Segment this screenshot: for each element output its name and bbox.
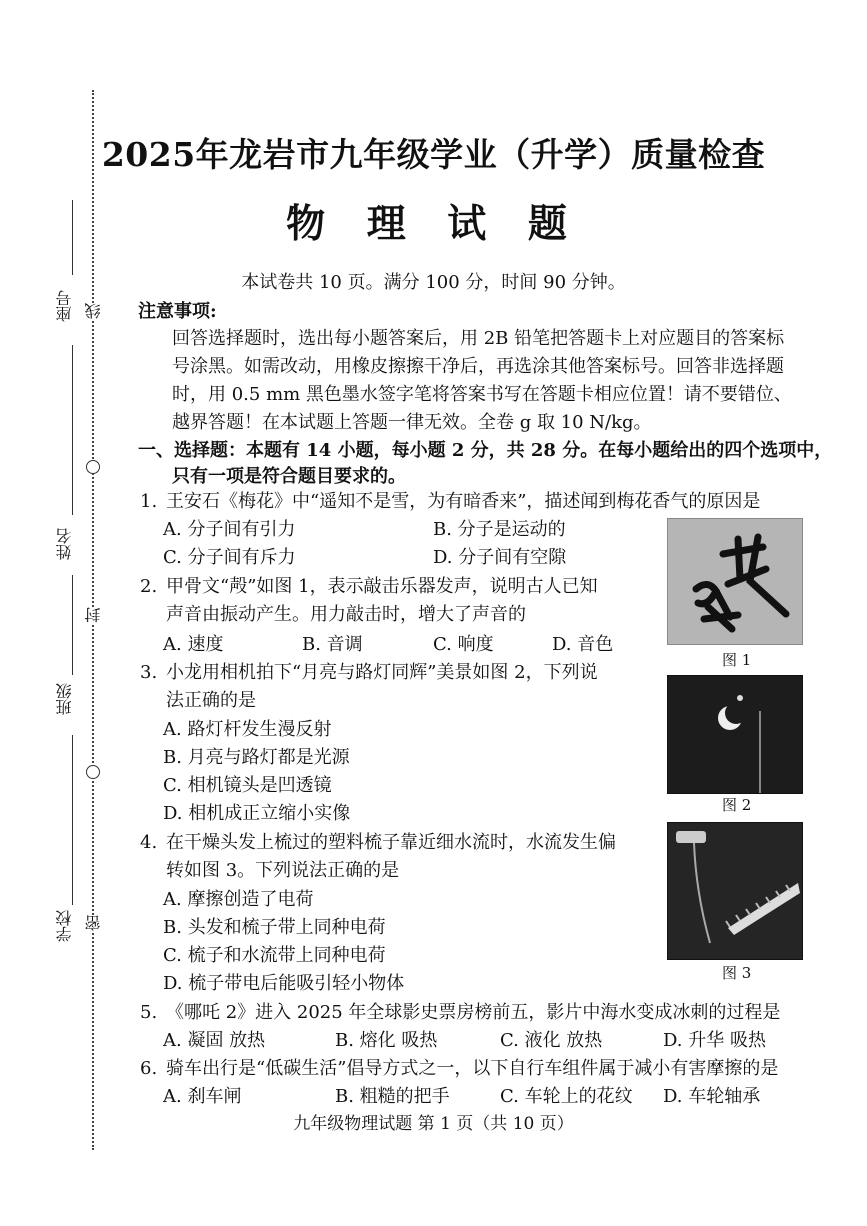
option-c: C. 梳子和水流带上同种电荷 (163, 945, 386, 966)
question-stem: 王安石《梅花》中“遥知不是雪，为有暗香来”，描述闻到梅花香气的原因是 (166, 491, 761, 512)
option-d: D. 梳子带电后能吸引轻小物体 (163, 973, 405, 994)
figure-2-moon-streetlight-photo (667, 675, 803, 794)
question-number: 6. (140, 1058, 158, 1079)
option-b: B. 粗糙的把手 (335, 1086, 450, 1107)
figure-3-caption: 图 3 (722, 964, 752, 982)
option-c: C. 液化 放热 (500, 1030, 603, 1051)
option-c: C. 响度 (433, 634, 494, 655)
figure-3-comb-water-photo (667, 822, 803, 960)
option-a: A. 凝固 放热 (163, 1030, 266, 1051)
name-label: 姓名 (55, 528, 74, 560)
question-number: 3. (140, 662, 158, 683)
oracle-character-icon (668, 519, 802, 644)
page-title: 2025年龙岩市九年级学业（升学）质量检查 (101, 135, 766, 174)
figure-1-oracle-bone-image (667, 518, 803, 645)
option-a: A. 路灯杆发生漫反射 (163, 719, 332, 740)
option-c: C. 车轮上的花纹 (500, 1086, 633, 1107)
question-number: 2. (140, 576, 158, 597)
question-number: 4. (140, 832, 158, 853)
binding-mark-line: 线 (84, 303, 103, 319)
notice-heading: 注意事项: (138, 301, 217, 322)
option-b: B. 音调 (302, 634, 363, 655)
option-a: A. 速度 (163, 634, 224, 655)
option-d: D. 音色 (552, 634, 614, 655)
option-a: A. 摩擦创造了电荷 (163, 889, 314, 910)
binding-mark-secret: 密 (84, 915, 103, 931)
class-line (72, 575, 73, 675)
option-b: B. 分子是运动的 (433, 519, 566, 540)
name-line (72, 345, 73, 515)
binding-mark-seal: 封 (84, 607, 103, 623)
notice-line: 时，用 0.5 mm 黑色墨水签字笔将答案书写在答题卡相应位置！请不要错位、 (172, 384, 792, 405)
question-stem: 甲骨文“殸”如图 1，表示敲击乐器发声，说明古人已知 (166, 576, 598, 597)
notice-line: 回答选择题时，选出每小题答案后，用 2B 铅笔把答题卡上对应题目的答案标 (172, 328, 785, 349)
figure-1-caption: 图 1 (722, 651, 752, 669)
question-stem: 法正确的是 (166, 690, 256, 711)
exam-info: 本试卷共 10 页。满分 100 分，时间 90 分钟。 (241, 272, 626, 293)
page-footer: 九年级物理试题 第 1 页（共 10 页） (293, 1114, 574, 1134)
question-stem: 骑车出行是“低碳生活”倡导方式之一，以下自行车组件属于减小有害摩擦的是 (166, 1058, 779, 1079)
binding-hole (86, 765, 100, 779)
option-d: D. 分子间有空隙 (433, 547, 567, 568)
option-c: C. 分子间有斥力 (163, 547, 296, 568)
class-label: 班级 (55, 683, 74, 715)
question-stem: 小龙用相机拍下“月亮与路灯同辉”美景如图 2，下列说 (166, 662, 598, 683)
notice-line: 越界答题！在本试题上答题一律无效。全卷 g 取 10 N/kg。 (172, 412, 652, 433)
option-a: A. 刹车闸 (163, 1086, 242, 1107)
moon-icon (668, 676, 802, 793)
option-d: D. 相机成正立缩小实像 (163, 803, 351, 824)
option-d: D. 升华 吸热 (663, 1030, 766, 1051)
option-b: B. 熔化 吸热 (335, 1030, 438, 1051)
section-heading-cont: 只有一项是符合题目要求的。 (172, 466, 406, 487)
subject-title: 物 理 试 题 (286, 201, 581, 247)
binding-hole (86, 460, 100, 474)
option-d: D. 车轮轴承 (663, 1086, 761, 1107)
question-stem: 转如图 3。下列说法正确的是 (166, 860, 400, 881)
question-number: 1. (140, 491, 158, 512)
figure-2-caption: 图 2 (722, 796, 752, 814)
school-line (72, 735, 73, 905)
seat-number-label: 座号 (55, 290, 74, 322)
option-b: B. 头发和梳子带上同种电荷 (163, 917, 386, 938)
question-stem: 在干燥头发上梳过的塑料梳子靠近细水流时，水流发生偏 (166, 832, 616, 853)
option-b: B. 月亮与路灯都是光源 (163, 747, 350, 768)
option-a: A. 分子间有引力 (163, 519, 296, 540)
question-stem: 声音由振动产生。用力敲击时，增大了声音的 (166, 604, 526, 625)
section-heading: 一、选择题：本题有 14 小题，每小题 2 分，共 28 分。在每小题给出的四个选项中， (138, 440, 833, 461)
option-c: C. 相机镜头是凹透镜 (163, 775, 332, 796)
question-stem: 《哪吒 2》进入 2025 年全球影史票房榜前五，影片中海水变成冰刺的过程是 (166, 1002, 781, 1023)
comb-water-icon (668, 823, 802, 959)
notice-line: 号涂黑。如需改动，用橡皮擦擦干净后，再选涂其他答案标号。回答非选择题 (172, 356, 784, 377)
question-number: 5. (140, 1002, 158, 1023)
school-label: 学校 (55, 910, 74, 942)
